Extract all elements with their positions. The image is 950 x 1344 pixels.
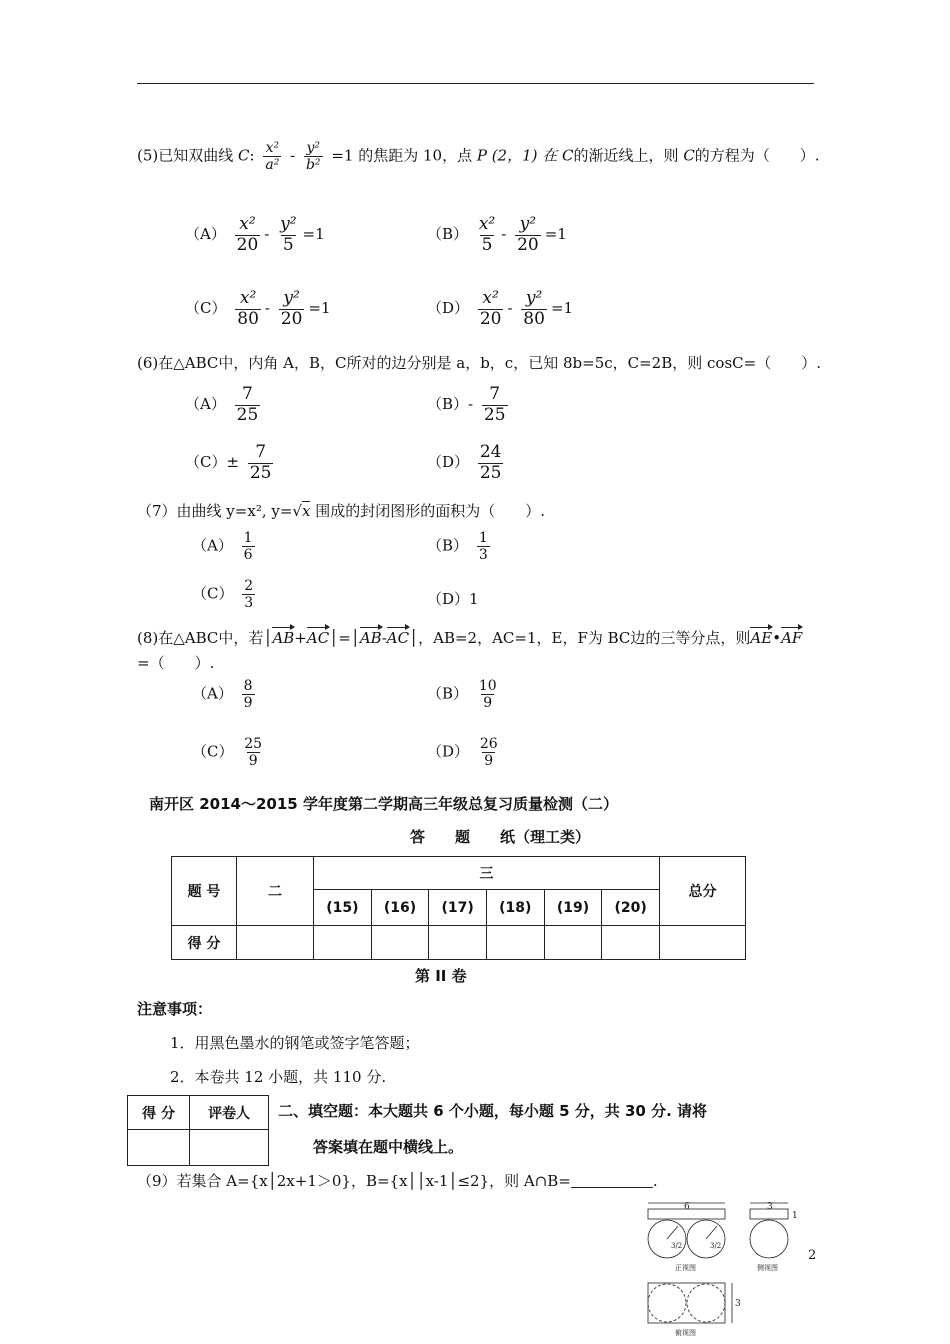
option-label: （D） xyxy=(427,590,470,608)
question-9 xyxy=(137,1170,658,1191)
frac-den: 3 xyxy=(478,547,488,564)
grader-pingjuan: 评卷人 xyxy=(190,1096,269,1130)
grader-table xyxy=(127,1095,269,1166)
q5-var: C xyxy=(238,146,250,165)
abs-mid: │=│ xyxy=(329,629,360,647)
q5-frac-y-num: y² xyxy=(306,140,321,156)
q5-lead: (5)已知双曲线 xyxy=(137,146,239,165)
q7-text1: （7）由曲线 y=x², y= xyxy=(137,502,293,520)
eq: =1 xyxy=(544,225,567,244)
top-view-rect xyxy=(648,1283,725,1323)
q5-c1: C xyxy=(562,146,574,165)
col-tihao: 题 号 xyxy=(172,857,237,926)
radius-label: 3/2 xyxy=(671,1242,683,1250)
radius-label: 3/2 xyxy=(710,1242,722,1250)
option-label: （D） xyxy=(427,453,470,472)
three-view-figure xyxy=(640,1198,820,1338)
frac-num: 26 xyxy=(479,736,498,752)
frac-num: 7 xyxy=(489,384,501,404)
q5-c2: C xyxy=(683,146,695,165)
frac-den: 25 xyxy=(249,462,272,483)
q8-lead: (8)在△ABC中，若│ xyxy=(137,629,273,647)
option-label: （B） xyxy=(427,684,469,703)
vector-ae: AE xyxy=(750,625,772,647)
q8-option-a[interactable] xyxy=(192,678,259,711)
frac-num: y² xyxy=(283,288,300,308)
option-label: （D） xyxy=(427,742,470,761)
dim-top-3: 3 xyxy=(735,1299,741,1309)
score-cell[interactable] xyxy=(371,926,429,960)
q8-option-d[interactable] xyxy=(427,736,504,769)
score-table xyxy=(171,856,746,960)
frac-den: 9 xyxy=(484,753,494,770)
option-label: （C） xyxy=(192,742,234,761)
frac-num: 1 xyxy=(478,530,488,546)
q5-colon: : xyxy=(249,146,255,165)
score-cell[interactable] xyxy=(660,926,746,960)
question-5 xyxy=(137,140,820,173)
vector-af: AF xyxy=(781,625,802,647)
notes-title: 注意事项： xyxy=(137,1000,213,1018)
sub-20: (20) xyxy=(602,890,660,926)
plus: + xyxy=(294,629,307,647)
frac-num: x² xyxy=(239,214,256,234)
sub-16: (16) xyxy=(371,890,429,926)
frac-den: 9 xyxy=(243,695,253,712)
q7-option-c[interactable] xyxy=(192,578,259,611)
option-label: （C） xyxy=(185,299,227,318)
frac-num: x² xyxy=(482,288,499,308)
frac-num: y² xyxy=(519,214,537,234)
frac-den: 20 xyxy=(479,308,502,329)
q5-frac-x-den: a² xyxy=(265,157,280,174)
sign: - xyxy=(468,395,474,414)
note-item: 1．用黑色墨水的钢笔或签字笔答题； xyxy=(170,1034,420,1052)
col-san: 三 xyxy=(314,857,660,890)
q8-line2: =（ ）. xyxy=(137,654,215,672)
option-label: （B） xyxy=(427,225,469,244)
juan-title: 第 II 卷 xyxy=(415,967,467,985)
question-8 xyxy=(137,625,802,648)
frac-den: 5 xyxy=(481,234,493,255)
frac-den: 25 xyxy=(479,462,502,483)
frac-num: 8 xyxy=(243,678,253,694)
score-cell[interactable] xyxy=(429,926,487,960)
frac-num: y² xyxy=(280,214,297,234)
option-label: （C） xyxy=(185,453,227,472)
score-cell[interactable] xyxy=(314,926,372,960)
frac-den: 20 xyxy=(517,234,539,255)
q7-sqrt-arg: x xyxy=(301,502,311,520)
dim-6: 6 xyxy=(684,1202,690,1212)
frac-den: 20 xyxy=(280,308,303,329)
frac-den: 25 xyxy=(483,404,506,425)
frac-num: 7 xyxy=(242,384,253,404)
frac-den: 20 xyxy=(236,234,259,255)
q7-option-d[interactable] xyxy=(427,588,479,609)
answer-sheet-subtitle: 答 题 纸（理工类） xyxy=(410,828,591,846)
frac-num: 7 xyxy=(255,442,267,462)
option-label: （B） xyxy=(427,536,469,555)
q9-end: . xyxy=(652,1172,658,1190)
q5-option-a[interactable]: （A） $\frac{\text{x²}}{20}$ - $\frac{\text{y²}}{5}$ =1 xyxy=(185,214,325,255)
section2-line1: 二、填空题：本大题共 6 个小题，每小题 5 分，共 30 分. 请将 xyxy=(278,1102,708,1120)
score-cell[interactable] xyxy=(486,926,544,960)
sub-18: (18) xyxy=(486,890,544,926)
option-label: （C） xyxy=(192,584,234,603)
side-circle xyxy=(750,1220,788,1258)
frac-num: 25 xyxy=(244,736,263,752)
vector-ac: AC xyxy=(387,625,409,647)
q8-option-c[interactable] xyxy=(192,736,268,769)
grader-defen: 得 分 xyxy=(128,1096,190,1130)
header-rule xyxy=(137,83,814,84)
question-7 xyxy=(137,500,545,521)
minus: - xyxy=(381,629,387,647)
side-view-label: 侧视图 xyxy=(757,1264,778,1272)
q7-text2: 围成的封闭图形的面积为（ ）. xyxy=(310,502,545,520)
col-total: 总分 xyxy=(660,857,746,926)
row-defen: 得 分 xyxy=(172,926,237,960)
radius-line xyxy=(706,1226,717,1239)
q5-frac-y-den: b² xyxy=(305,157,321,174)
frac-num: 2 xyxy=(244,578,254,594)
q5-eq: =1 的焦距为 10，点 xyxy=(331,146,473,165)
vector-ab: AB xyxy=(360,625,382,647)
section2-line2: 答案填在题中横线上。 xyxy=(313,1138,464,1156)
sub-15: (15) xyxy=(314,890,372,926)
question-6: (6)在△ABC中，内角 A，B，C所对的边分别是 a，b，c，已知 8b=5c，C=2B，则 cosC=（ ）. xyxy=(137,354,821,372)
score-cell[interactable] xyxy=(237,926,314,960)
radius-line xyxy=(667,1226,678,1239)
option-label: （A） xyxy=(185,225,226,244)
top-hidden-circle xyxy=(687,1284,725,1322)
frac-den: 25 xyxy=(236,404,259,425)
score-cell[interactable] xyxy=(602,926,660,960)
q8-rest: │，AB=2，AC=1，E，F为 BC边的三等分点，则 xyxy=(409,629,751,647)
q6-option-b[interactable] xyxy=(427,385,512,425)
front-view-label: 正视图 xyxy=(675,1264,696,1272)
q5-point: P (2，1) 在 xyxy=(472,146,563,165)
frac-num: x² xyxy=(239,288,257,308)
frac-den: 80 xyxy=(523,308,545,329)
frac-num: 10 xyxy=(478,678,497,694)
q9-text: （9）若集合 A={x│2x+1＞0}，B={x││x-1│≤2}，则 A∩B= xyxy=(137,1172,571,1190)
option-label: （B） xyxy=(427,395,469,414)
q7-option-b[interactable] xyxy=(427,530,494,563)
q6-option-a[interactable] xyxy=(185,385,264,425)
option-label: （D） xyxy=(427,299,470,318)
frac-num: 1 xyxy=(243,530,253,546)
top-view-label: 俯视图 xyxy=(675,1329,696,1337)
option-label: （A） xyxy=(185,395,226,414)
vector-ab: AB xyxy=(272,625,294,647)
note-item: 2．本卷共 12 小题，共 110 分. xyxy=(170,1068,387,1086)
frac-den: 5 xyxy=(282,234,294,255)
frac-den: 9 xyxy=(483,695,493,712)
frac-den: 80 xyxy=(237,308,259,329)
exam-title: 南开区 2014～2015 学年度第二学期高三年级总复习质量检测（二） xyxy=(149,795,618,813)
page-number: 2 xyxy=(808,1248,817,1263)
q5-text2: 的渐近线上，则 xyxy=(573,146,684,165)
dim-1: 1 xyxy=(792,1211,798,1221)
eq: =1 xyxy=(308,299,331,318)
option-label: （A） xyxy=(192,536,233,555)
grader-score-cell[interactable] xyxy=(128,1130,190,1166)
q8-option-b[interactable] xyxy=(427,678,503,711)
frac-den: 9 xyxy=(248,753,258,770)
option-value: 1 xyxy=(469,590,479,608)
top-hidden-circle xyxy=(648,1284,686,1322)
grader-name-cell[interactable] xyxy=(190,1130,269,1166)
dot: • xyxy=(772,629,782,647)
frac-num: y² xyxy=(525,288,543,308)
sub-17: (17) xyxy=(429,890,487,926)
q5-minus: - xyxy=(290,146,296,165)
q5-option-c[interactable]: （C） $\frac{\text{x²}}{80}$ - $\frac{\text{y²}}{20}$ =1 xyxy=(185,288,331,329)
score-cell[interactable] xyxy=(544,926,602,960)
dim-3: 3 xyxy=(767,1202,773,1212)
q7-option-a[interactable] xyxy=(192,530,259,563)
option-label: （A） xyxy=(192,684,233,703)
vector-ac: AC xyxy=(307,625,329,647)
q5-option-b[interactable]: （B） $\frac{\text{x²}}{5}$ - $\frac{\text{y²}}{20}$ =1 xyxy=(427,214,567,255)
eq: =1 xyxy=(550,299,574,318)
q6-option-d[interactable] xyxy=(427,443,507,483)
q5-text4: 的方程为（ ）. xyxy=(694,146,820,165)
sign: ± xyxy=(226,453,240,472)
q5-frac-x-num: x² xyxy=(265,140,280,156)
q5-option-d[interactable]: （D） $\frac{\text{x²}}{20}$ - $\frac{\text{y²}}{80}$ =1 xyxy=(427,288,574,329)
sub-19: (19) xyxy=(544,890,602,926)
frac-num: x² xyxy=(478,214,496,234)
sqrt-icon: √ xyxy=(292,502,302,520)
frac-den: 6 xyxy=(243,547,253,564)
frac-num: 24 xyxy=(479,442,502,462)
col-er: 二 xyxy=(237,857,314,926)
eq: =1 xyxy=(302,225,325,244)
answer-blank[interactable] xyxy=(571,1173,653,1188)
q6-option-c[interactable] xyxy=(185,443,277,483)
frac-den: 3 xyxy=(244,595,254,612)
